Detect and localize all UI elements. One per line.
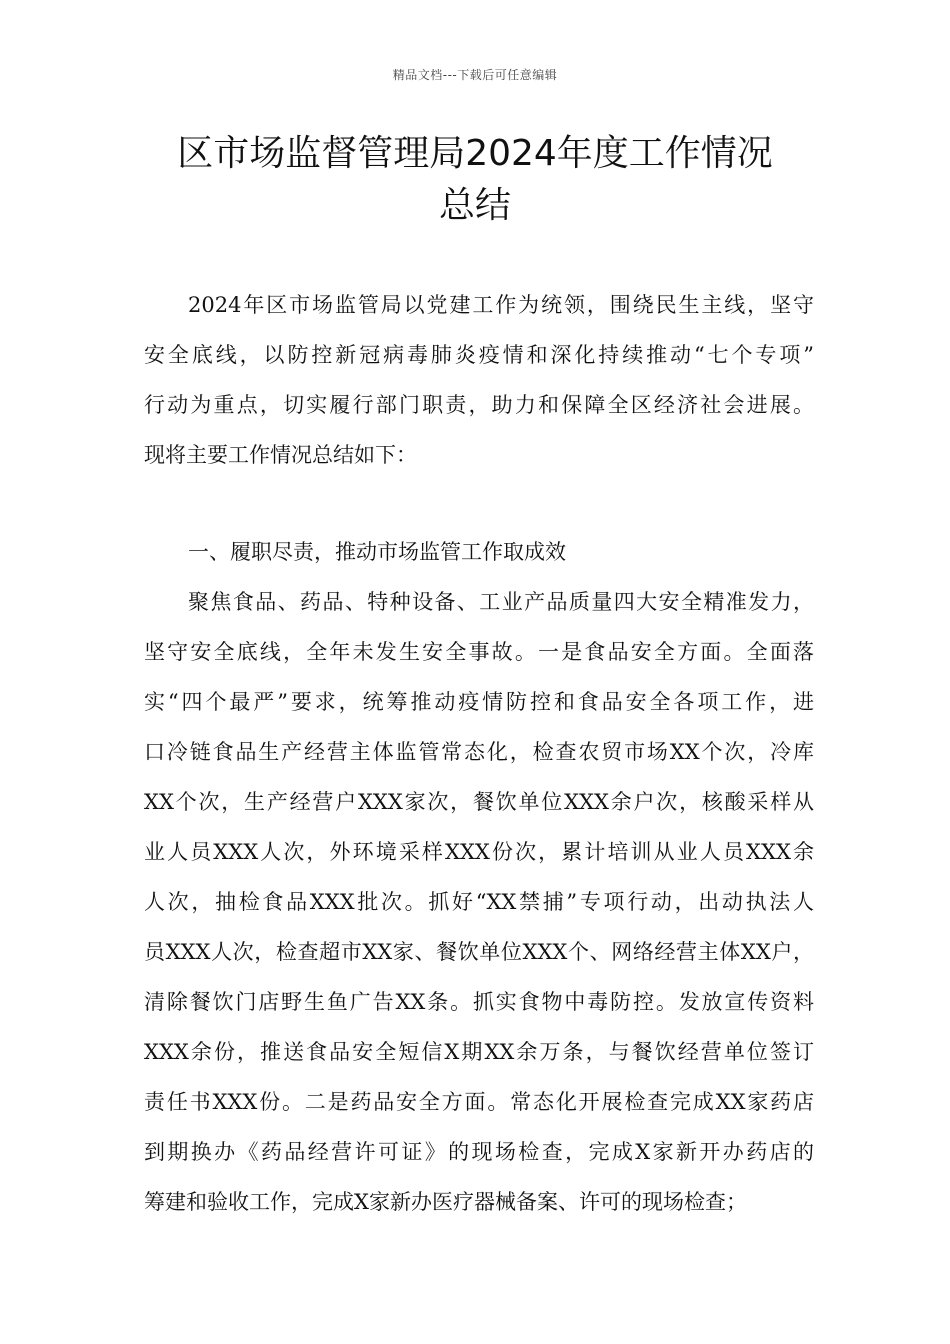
paragraph-line: XXX余份，推送食品安全短信X期XX余万条，与餐饮经营单位签订 <box>144 1040 814 1064</box>
paragraph-line: 业人员XXX人次，外环境采样XXX份次，累计培训从业人员XXX余 <box>144 840 814 864</box>
title-line-2: 总结 <box>438 185 511 226</box>
paragraph-line: 实“四个最严”要求，统筹推动疫情防控和食品安全各项工作，进 <box>144 690 814 714</box>
paragraph-line: 口冷链食品生产经营主体监管常态化，检查农贸市场XX个次，冷库 <box>144 740 814 764</box>
paragraph-line: 2024年区市场监管局以党建工作为统领，围绕民生主线，坚守 <box>188 293 814 317</box>
paragraph-line: 到期换办《药品经营许可证》的现场检查，完成X家新开办药店的 <box>144 1140 814 1164</box>
paragraph-line: 筹建和验收工作，完成X家新办医疗器械备案、许可的现场检查； <box>144 1190 747 1214</box>
header-note: 精品文档---下载后可任意编辑 <box>392 68 558 82</box>
paragraph-line: XX个次，生产经营户XXX家次，餐饮单位XXX余户次，核酸采样从 <box>144 790 814 814</box>
paragraph-line: 行动为重点，切实履行部门职责，助力和保障全区经济社会进展。 <box>144 393 814 417</box>
paragraph-line: 安全底线，以防控新冠病毒肺炎疫情和深化持续推动“七个专项” <box>144 343 814 367</box>
section-heading: 一、履职尽责，推动市场监管工作取成效 <box>188 540 566 564</box>
section-1 <box>144 527 814 1227</box>
paragraph-line: 人次，抽检食品XXX批次。抓好“XX禁捕”专项行动，出动执法人 <box>144 890 814 914</box>
paragraph-line: 责任书XXX份。二是药品安全方面。常态化开展检查完成XX家药店 <box>144 1090 814 1114</box>
paragraph-line: 清除餐饮门店野生鱼广告XX条。抓实食物中毒防控。发放宣传资料 <box>144 990 814 1014</box>
paragraph-line: 坚守安全底线，全年未发生安全事故。一是食品安全方面。全面落 <box>144 640 814 664</box>
paragraph-line: 现将主要工作情况总结如下： <box>144 443 417 467</box>
intro-paragraph <box>144 280 814 480</box>
document-title <box>100 128 850 232</box>
title-line-1: 区市场监督管理局2024年度工作情况 <box>177 133 773 174</box>
paragraph-line: 聚焦食品、药品、特种设备、工业产品质量四大安全精准发力， <box>188 590 814 614</box>
paragraph-line: 员XXX人次，检查超市XX家、餐饮单位XXX个、网络经营主体XX户， <box>144 940 814 964</box>
